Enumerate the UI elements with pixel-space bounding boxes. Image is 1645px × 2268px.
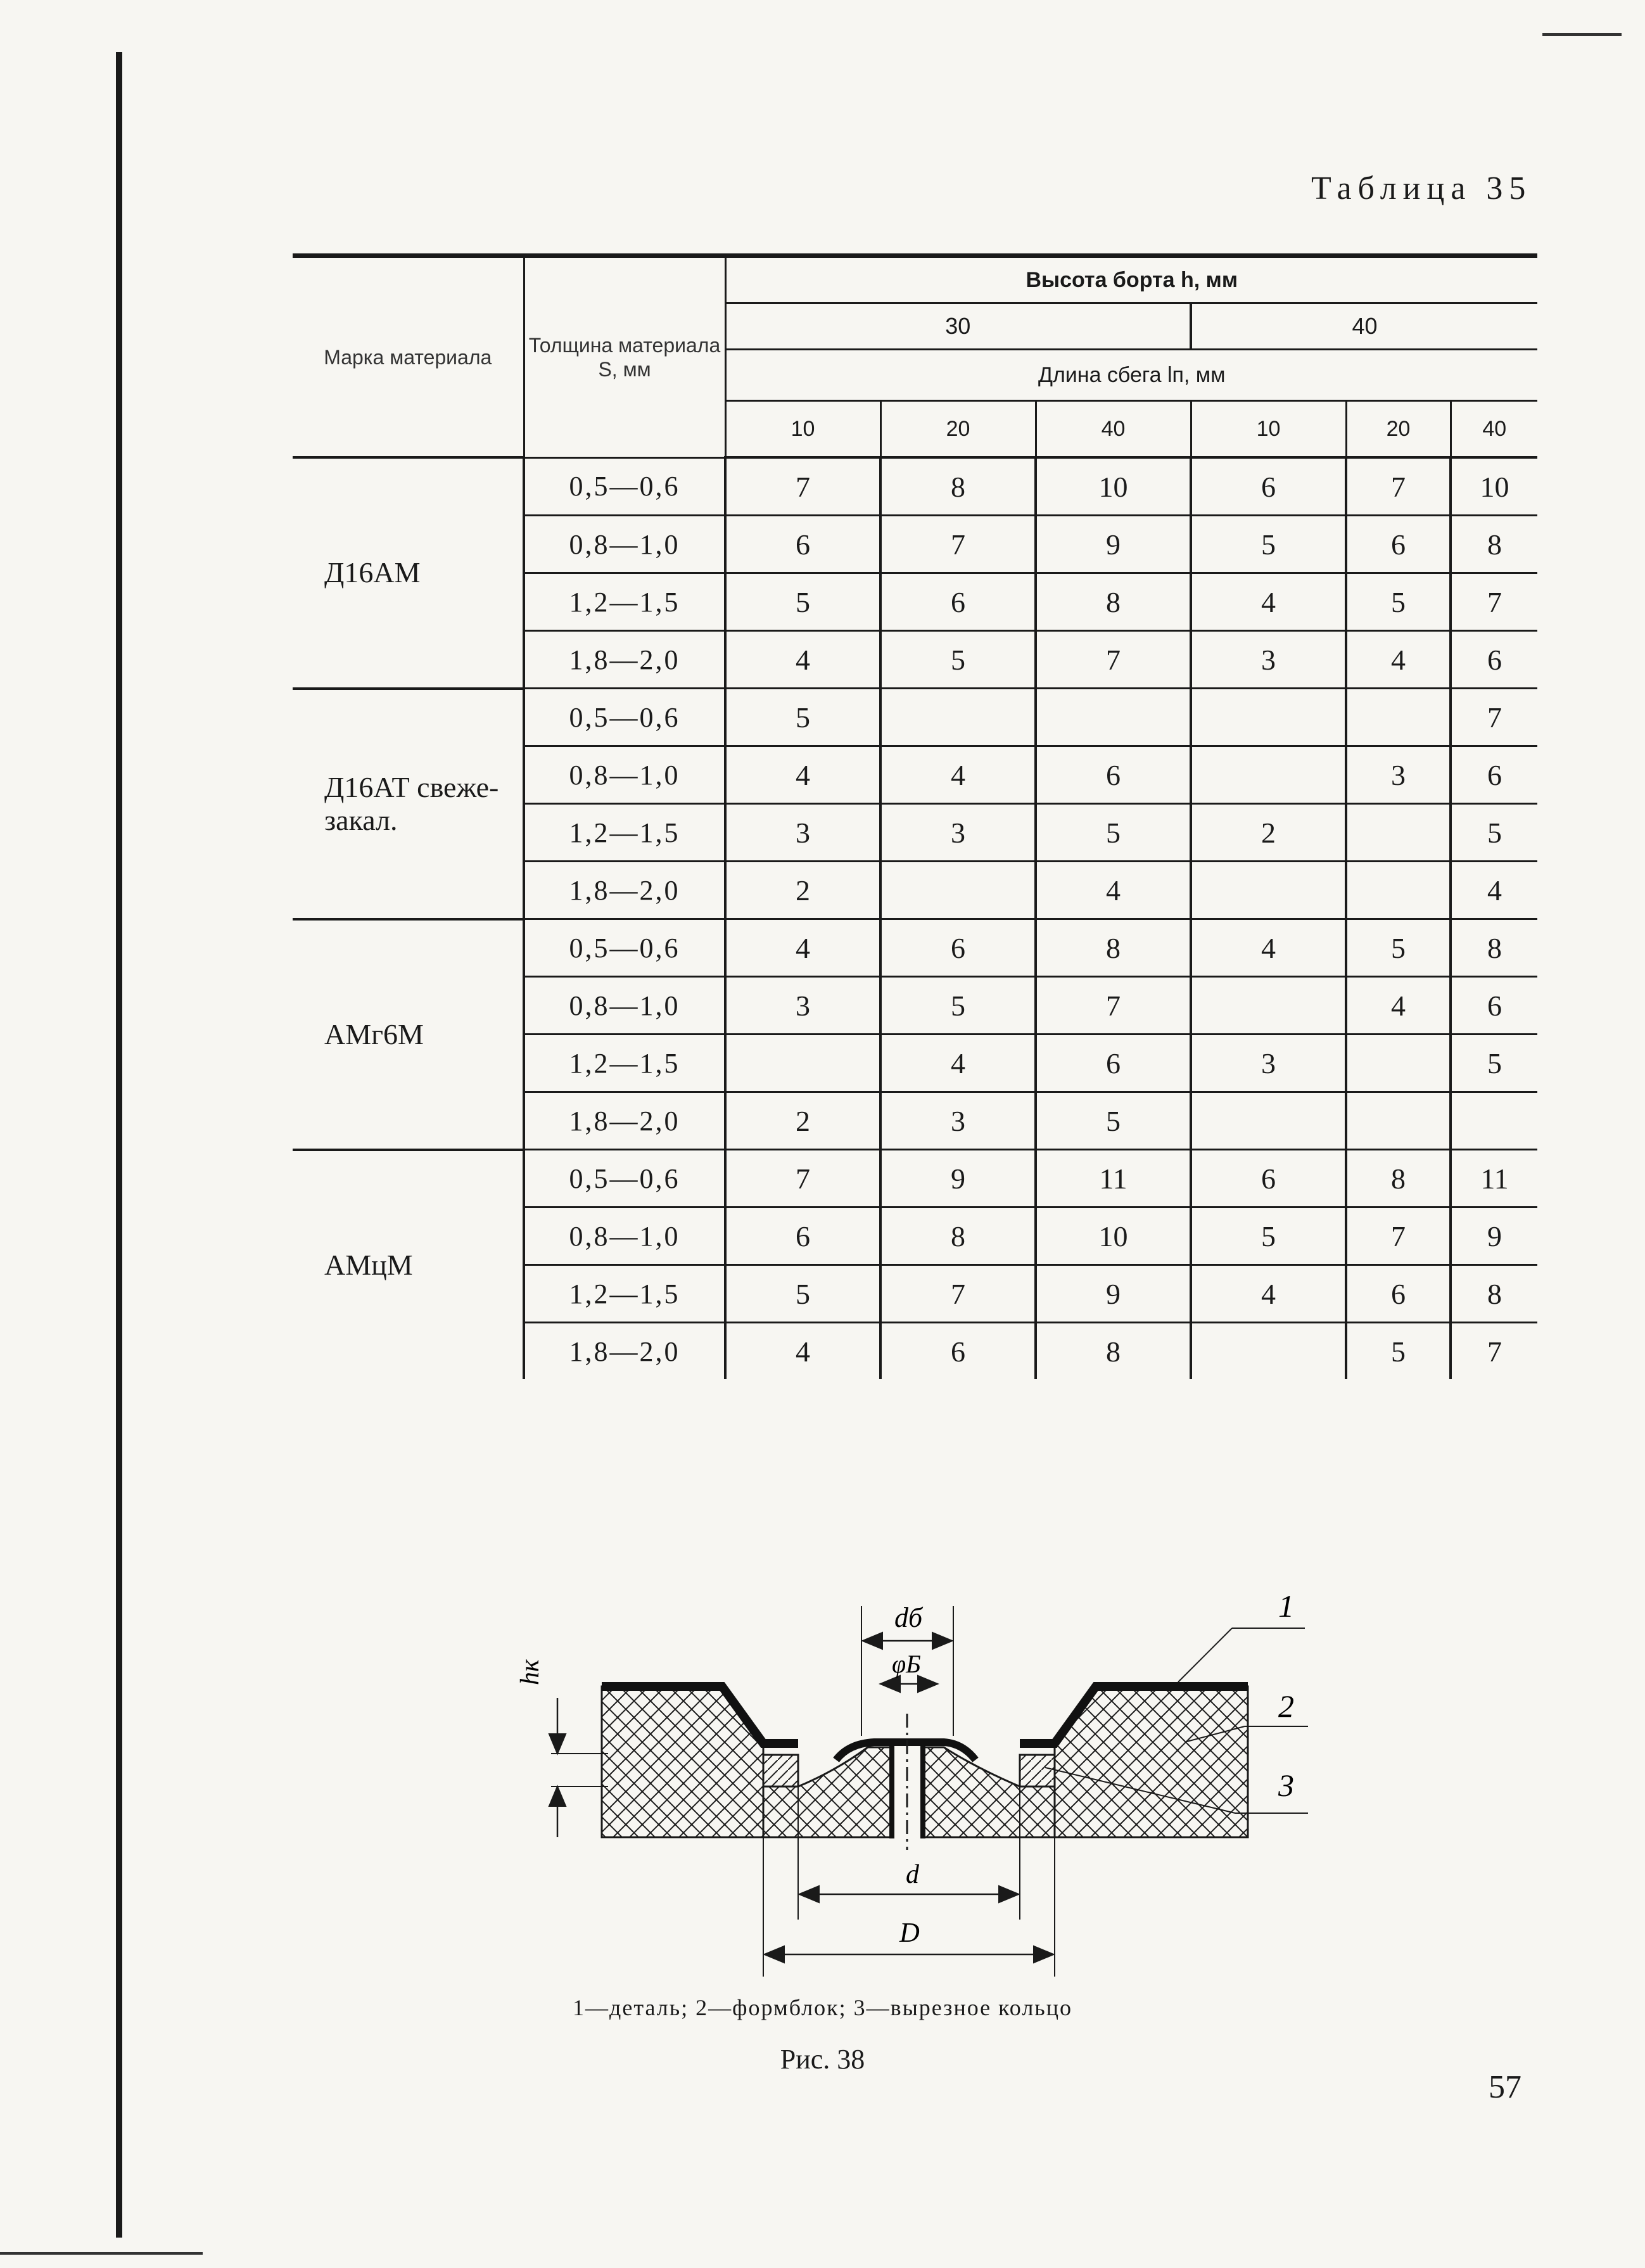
value-cell: 4: [1036, 862, 1191, 919]
value-cell: 3: [1191, 1035, 1346, 1092]
value-cell: [880, 689, 1036, 746]
value-cell: 8: [880, 1207, 1036, 1265]
value-cell: 3: [725, 977, 880, 1035]
value-cell: 5: [1191, 1207, 1346, 1265]
value-cell: 4: [880, 746, 1036, 804]
value-cell: 4: [1451, 862, 1537, 919]
thickness-cell: 1,8—2,0: [524, 1323, 725, 1380]
value-cell: [1191, 862, 1346, 919]
value-cell: 3: [880, 1092, 1036, 1150]
value-cell: 2: [725, 862, 880, 919]
callout-1-label: 1: [1278, 1588, 1294, 1624]
value-cell: 4: [1191, 919, 1346, 977]
value-cell: 3: [1346, 746, 1451, 804]
value-cell: 3: [725, 804, 880, 862]
value-cell: [1346, 862, 1451, 919]
value-cell: 4: [725, 746, 880, 804]
value-cell: 8: [1036, 1323, 1191, 1380]
value-cell: 6: [1036, 746, 1191, 804]
value-cell: 4: [1346, 977, 1451, 1035]
callout-3-label: 3: [1278, 1768, 1294, 1803]
value-cell: 6: [1451, 977, 1537, 1035]
value-cell: 6: [1346, 1265, 1451, 1323]
table-row: [293, 1150, 1537, 1207]
label-hk: hк: [516, 1659, 545, 1685]
value-cell: 4: [880, 1035, 1036, 1092]
header-col: 20: [880, 401, 1036, 458]
value-cell: 5: [725, 1265, 880, 1323]
material-cell: Д16АМ: [293, 457, 524, 689]
value-cell: 7: [1036, 977, 1191, 1035]
value-cell: 9: [1036, 516, 1191, 573]
value-cell: 6: [1346, 516, 1451, 573]
material-cell: АМг6М: [293, 919, 524, 1150]
value-cell: 10: [1036, 1207, 1191, 1265]
header-col: 40: [1451, 401, 1537, 458]
value-cell: [1191, 746, 1346, 804]
value-cell: 6: [880, 919, 1036, 977]
top-dash: [1542, 33, 1622, 36]
header-col: 10: [1191, 401, 1346, 458]
value-cell: 5: [1191, 516, 1346, 573]
value-cell: 5: [1346, 1323, 1451, 1380]
value-cell: 7: [725, 1150, 880, 1207]
value-cell: [880, 862, 1036, 919]
label-db: dб: [894, 1602, 923, 1633]
page-margin-bar: [116, 52, 122, 2238]
value-cell: 8: [1346, 1150, 1451, 1207]
value-cell: [1191, 977, 1346, 1035]
value-cell: 5: [1451, 804, 1537, 862]
value-cell: 8: [1451, 516, 1537, 573]
header-run-length: Длина сбега lп, мм: [725, 350, 1537, 401]
value-cell: 9: [1036, 1265, 1191, 1323]
value-cell: 8: [1036, 919, 1191, 977]
value-cell: 5: [725, 689, 880, 746]
callout-1-leader: [1178, 1628, 1232, 1682]
value-cell: 8: [1451, 1265, 1537, 1323]
value-cell: 7: [880, 1265, 1036, 1323]
value-cell: 4: [725, 919, 880, 977]
table-caption: Таблица 35: [1311, 170, 1532, 207]
value-cell: 6: [725, 516, 880, 573]
thickness-cell: 1,8—2,0: [524, 862, 725, 919]
value-cell: 2: [725, 1092, 880, 1150]
value-cell: [1346, 689, 1451, 746]
value-cell: 6: [1451, 746, 1537, 804]
value-cell: [1346, 804, 1451, 862]
value-cell: [1036, 689, 1191, 746]
value-cell: 2: [1191, 804, 1346, 862]
value-cell: 7: [880, 516, 1036, 573]
value-cell: 5: [880, 631, 1036, 689]
header-height-40: 40: [1191, 303, 1537, 350]
value-cell: 5: [1346, 573, 1451, 631]
table-row: [293, 689, 1537, 746]
value-cell: 7: [725, 457, 880, 516]
cut-ring-right: [1020, 1755, 1055, 1787]
label-d: d: [906, 1860, 919, 1889]
value-cell: 7: [1346, 1207, 1451, 1265]
value-cell: 6: [1191, 457, 1346, 516]
header-bead-height: Высота борта h, мм: [725, 256, 1537, 303]
value-cell: [1191, 1092, 1346, 1150]
value-cell: 9: [880, 1150, 1036, 1207]
thickness-cell: 0,5—0,6: [524, 457, 725, 516]
cut-ring-left: [763, 1755, 798, 1787]
thickness-cell: 0,5—0,6: [524, 1150, 725, 1207]
value-cell: [1346, 1092, 1451, 1150]
thickness-cell: 0,8—1,0: [524, 746, 725, 804]
thickness-cell: 1,8—2,0: [524, 631, 725, 689]
page-number: 57: [1489, 2069, 1521, 2105]
table-row: [293, 919, 1537, 977]
thickness-cell: 1,2—1,5: [524, 804, 725, 862]
data-table: [293, 253, 1537, 1379]
material-cell: Д16АТ свеже-закал.: [293, 689, 524, 919]
value-cell: 5: [1346, 919, 1451, 977]
header-thickness: Толщина материала S, мм: [524, 256, 725, 458]
value-cell: 8: [1036, 573, 1191, 631]
value-cell: 6: [725, 1207, 880, 1265]
value-cell: 5: [725, 573, 880, 631]
header-col: 40: [1036, 401, 1191, 458]
value-cell: 6: [1191, 1150, 1346, 1207]
value-cell: 4: [1191, 1265, 1346, 1323]
thickness-cell: 0,8—1,0: [524, 1207, 725, 1265]
label-phib: φБ: [892, 1650, 921, 1678]
thickness-cell: 1,2—1,5: [524, 1035, 725, 1092]
value-cell: 7: [1451, 1323, 1537, 1380]
value-cell: 8: [1451, 919, 1537, 977]
header-col: 10: [725, 401, 880, 458]
value-cell: 6: [880, 1323, 1036, 1380]
value-cell: [1346, 1035, 1451, 1092]
value-cell: 6: [1451, 631, 1537, 689]
value-cell: 6: [1036, 1035, 1191, 1092]
flanging-tool-diagram: [494, 1577, 1368, 1983]
thickness-cell: 0,5—0,6: [524, 689, 725, 746]
thickness-cell: 0,8—1,0: [524, 977, 725, 1035]
value-cell: [1191, 1323, 1346, 1380]
header-height-30: 30: [725, 303, 1191, 350]
value-cell: 5: [1036, 804, 1191, 862]
value-cell: [725, 1035, 880, 1092]
value-cell: 7: [1451, 573, 1537, 631]
bottom-rule: [0, 2252, 203, 2255]
value-cell: [1451, 1092, 1537, 1150]
value-cell: 4: [1191, 573, 1346, 631]
value-cell: 5: [1036, 1092, 1191, 1150]
figure-legend: 1—деталь; 2—формблок; 3—вырезное кольцо: [573, 1995, 1072, 2020]
material-cell: АМцМ: [293, 1150, 524, 1380]
value-cell: 5: [880, 977, 1036, 1035]
thickness-cell: 1,2—1,5: [524, 573, 725, 631]
value-cell: 3: [1191, 631, 1346, 689]
value-cell: 10: [1451, 457, 1537, 516]
value-cell: 4: [725, 1323, 880, 1380]
value-cell: 11: [1451, 1150, 1537, 1207]
thickness-cell: 0,5—0,6: [524, 919, 725, 977]
thickness-cell: 1,8—2,0: [524, 1092, 725, 1150]
value-cell: 9: [1451, 1207, 1537, 1265]
value-cell: 10: [1036, 457, 1191, 516]
thickness-cell: 1,2—1,5: [524, 1265, 725, 1323]
value-cell: 7: [1451, 689, 1537, 746]
value-cell: 7: [1036, 631, 1191, 689]
header-material: Марка материала: [293, 256, 524, 458]
callout-2-label: 2: [1278, 1688, 1294, 1724]
value-cell: 11: [1036, 1150, 1191, 1207]
value-cell: [1191, 689, 1346, 746]
value-cell: 8: [880, 457, 1036, 516]
value-cell: 7: [1346, 457, 1451, 516]
thickness-cell: 0,8—1,0: [524, 516, 725, 573]
header-col: 20: [1346, 401, 1451, 458]
value-cell: 4: [1346, 631, 1451, 689]
value-cell: 3: [880, 804, 1036, 862]
value-cell: 4: [725, 631, 880, 689]
table-row: [293, 457, 1537, 516]
figure-number: Рис. 38: [780, 2044, 865, 2075]
value-cell: 6: [880, 573, 1036, 631]
label-D: D: [899, 1917, 920, 1948]
value-cell: 5: [1451, 1035, 1537, 1092]
